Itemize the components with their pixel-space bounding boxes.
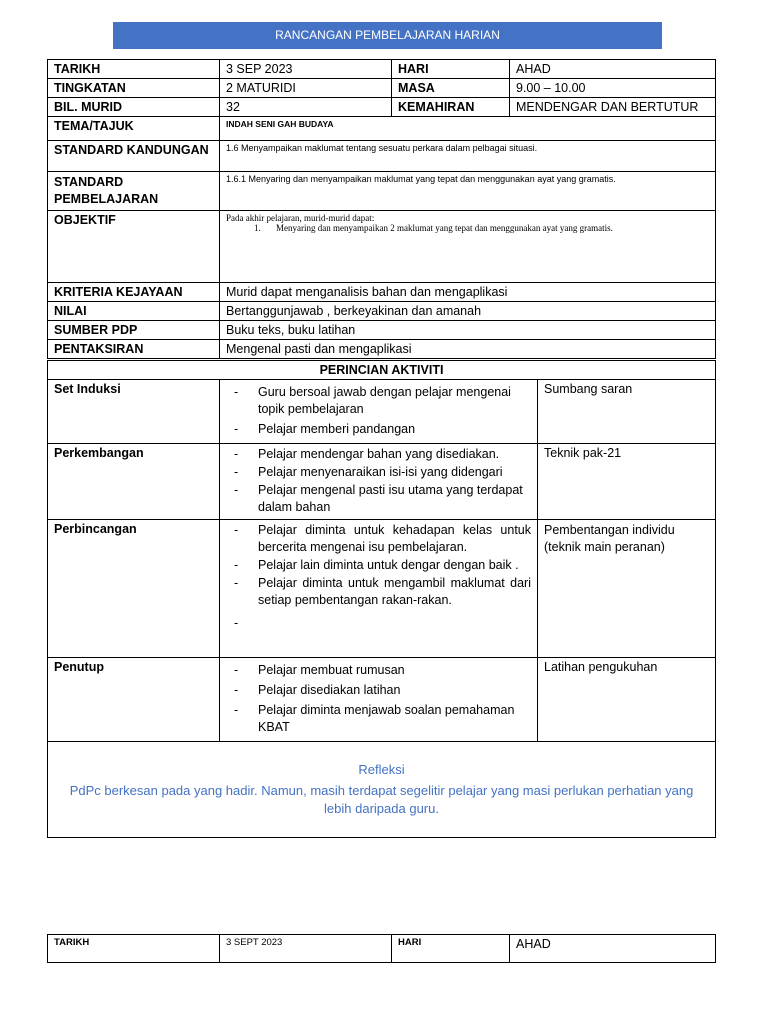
list-item: - Pelajar disediakan latihan bbox=[226, 682, 531, 699]
set-induksi-items bbox=[220, 380, 538, 444]
list-item bbox=[226, 615, 531, 632]
nilai-label: NILAI bbox=[48, 302, 220, 321]
hari-value: AHAD bbox=[510, 60, 716, 79]
penutup-note: Latihan pengukuhan bbox=[538, 658, 716, 742]
list-item: - Pelajar diminta untuk kehadapan kelas untuk bercerita mengenai isu pembelajaran. bbox=[226, 522, 531, 556]
sumber-label: SUMBER PDP bbox=[48, 321, 220, 340]
kemahiran-label: KEMAHIRAN bbox=[392, 98, 510, 117]
footer-hari-label: HARI bbox=[392, 935, 510, 963]
tema-label: TEMA/TAJUK bbox=[48, 117, 220, 141]
set-induksi-label: Set Induksi bbox=[48, 380, 220, 444]
kemahiran-value: MENDENGAR DAN BERTUTUR bbox=[510, 98, 716, 117]
objektif-value bbox=[220, 211, 716, 283]
tarikh-label: TARIKH bbox=[48, 60, 220, 79]
perbincangan-label: Perbincangan bbox=[48, 520, 220, 658]
objektif-label: OBJEKTIF bbox=[48, 211, 220, 283]
sp-value: 1.6.1 Menyaring dan menyampaikan maklumat yang tepat dan menggunakan ayat yang gramatis. bbox=[220, 172, 716, 211]
footer-hari-value: AHAD bbox=[510, 935, 716, 963]
perkembangan-note: Teknik pak-21 bbox=[538, 444, 716, 520]
list-item: - Pelajar diminta untuk mengambil maklumat dari setiap pembentangan rakan-rakan. bbox=[226, 575, 531, 609]
list-item: - Pelajar mendengar bahan yang disediakan. bbox=[226, 446, 531, 463]
kriteria-label: KRITERIA KEJAYAAN bbox=[48, 283, 220, 302]
footer-table bbox=[47, 934, 716, 963]
perbincangan-items bbox=[220, 520, 538, 658]
refleksi-cell bbox=[48, 742, 716, 838]
objektif-item-text: Menyaring dan menyampaikan 2 maklumat yang tepat dan menggunakan ayat yang gramatis. bbox=[276, 223, 613, 233]
list-item: - Pelajar diminta menjawab soalan pemahaman KBAT bbox=[226, 702, 531, 736]
objektif-number: 1. bbox=[254, 223, 261, 233]
masa-value: 9.00 – 10.00 bbox=[510, 79, 716, 98]
nilai-value: Bertanggunjawab , berkeyakinan dan amanah bbox=[220, 302, 716, 321]
penutup-label: Penutup bbox=[48, 658, 220, 742]
list-item: - Pelajar memberi pandangan bbox=[226, 421, 531, 438]
pentaksiran-value: Mengenal pasti dan mengaplikasi bbox=[220, 340, 716, 359]
aktiviti-header: PERINCIAN AKTIVITI bbox=[48, 361, 716, 380]
perkembangan-label: Perkembangan bbox=[48, 444, 220, 520]
murid-label: BIL. MURID bbox=[48, 98, 220, 117]
list-item: - Guru bersoal jawab dengan pelajar mengenai topik pembelajaran bbox=[226, 384, 531, 418]
pentaksiran-label: PENTAKSIRAN bbox=[48, 340, 220, 359]
refleksi-title: Refleksi bbox=[358, 761, 405, 777]
perkembangan-items bbox=[220, 444, 538, 520]
list-item: - Pelajar mengenal pasti isu utama yang terdapat dalam bahan bbox=[226, 482, 531, 516]
penutup-items bbox=[220, 658, 538, 742]
list-item: - Pelajar menyenaraikan isi-isi yang didengari bbox=[226, 464, 531, 481]
sk-label: STANDARD KANDUNGAN bbox=[48, 141, 220, 172]
hari-label: HARI bbox=[392, 60, 510, 79]
kriteria-value: Murid dapat menganalisis bahan dan mengaplikasi bbox=[220, 283, 716, 302]
set-induksi-note: Sumbang saran bbox=[538, 380, 716, 444]
tema-value: INDAH SENI GAH BUDAYA bbox=[220, 117, 716, 141]
masa-label: MASA bbox=[392, 79, 510, 98]
refleksi-text: PdPc berkesan pada yang hadir. Namun, masih terdapat segelitir pelajar yang masi perlukan perhatian yang lebih daripada guru. bbox=[69, 782, 694, 816]
perbincangan-note: Pembentangan individu (teknik main peranan) bbox=[538, 520, 716, 658]
tingkatan-value: 2 MATURIDI bbox=[220, 79, 392, 98]
objektif-intro: Pada akhir pelajaran, murid-murid dapat: bbox=[226, 213, 375, 223]
sp-label: STANDARD PEMBELAJARAN bbox=[48, 172, 220, 211]
footer-tarikh-value: 3 SEPT 2023 bbox=[220, 935, 392, 963]
activity-table bbox=[47, 360, 716, 838]
page-title: RANCANGAN PEMBELAJARAN HARIAN bbox=[113, 22, 662, 49]
tingkatan-label: TINGKATAN bbox=[48, 79, 220, 98]
list-item: - Pelajar lain diminta untuk dengar dengan baik . bbox=[226, 557, 531, 574]
objektif-item bbox=[226, 223, 709, 233]
footer-tarikh-label: TARIKH bbox=[48, 935, 220, 963]
murid-value: 32 bbox=[220, 98, 392, 117]
list-item: - Pelajar membuat rumusan bbox=[226, 662, 531, 679]
sk-value: 1.6 Menyampaikan maklumat tentang sesuatu perkara dalam pelbagai situasi. bbox=[220, 141, 716, 172]
sumber-value: Buku teks, buku latihan bbox=[220, 321, 716, 340]
tarikh-value: 3 SEP 2023 bbox=[220, 60, 392, 79]
lesson-plan-table bbox=[47, 59, 716, 359]
